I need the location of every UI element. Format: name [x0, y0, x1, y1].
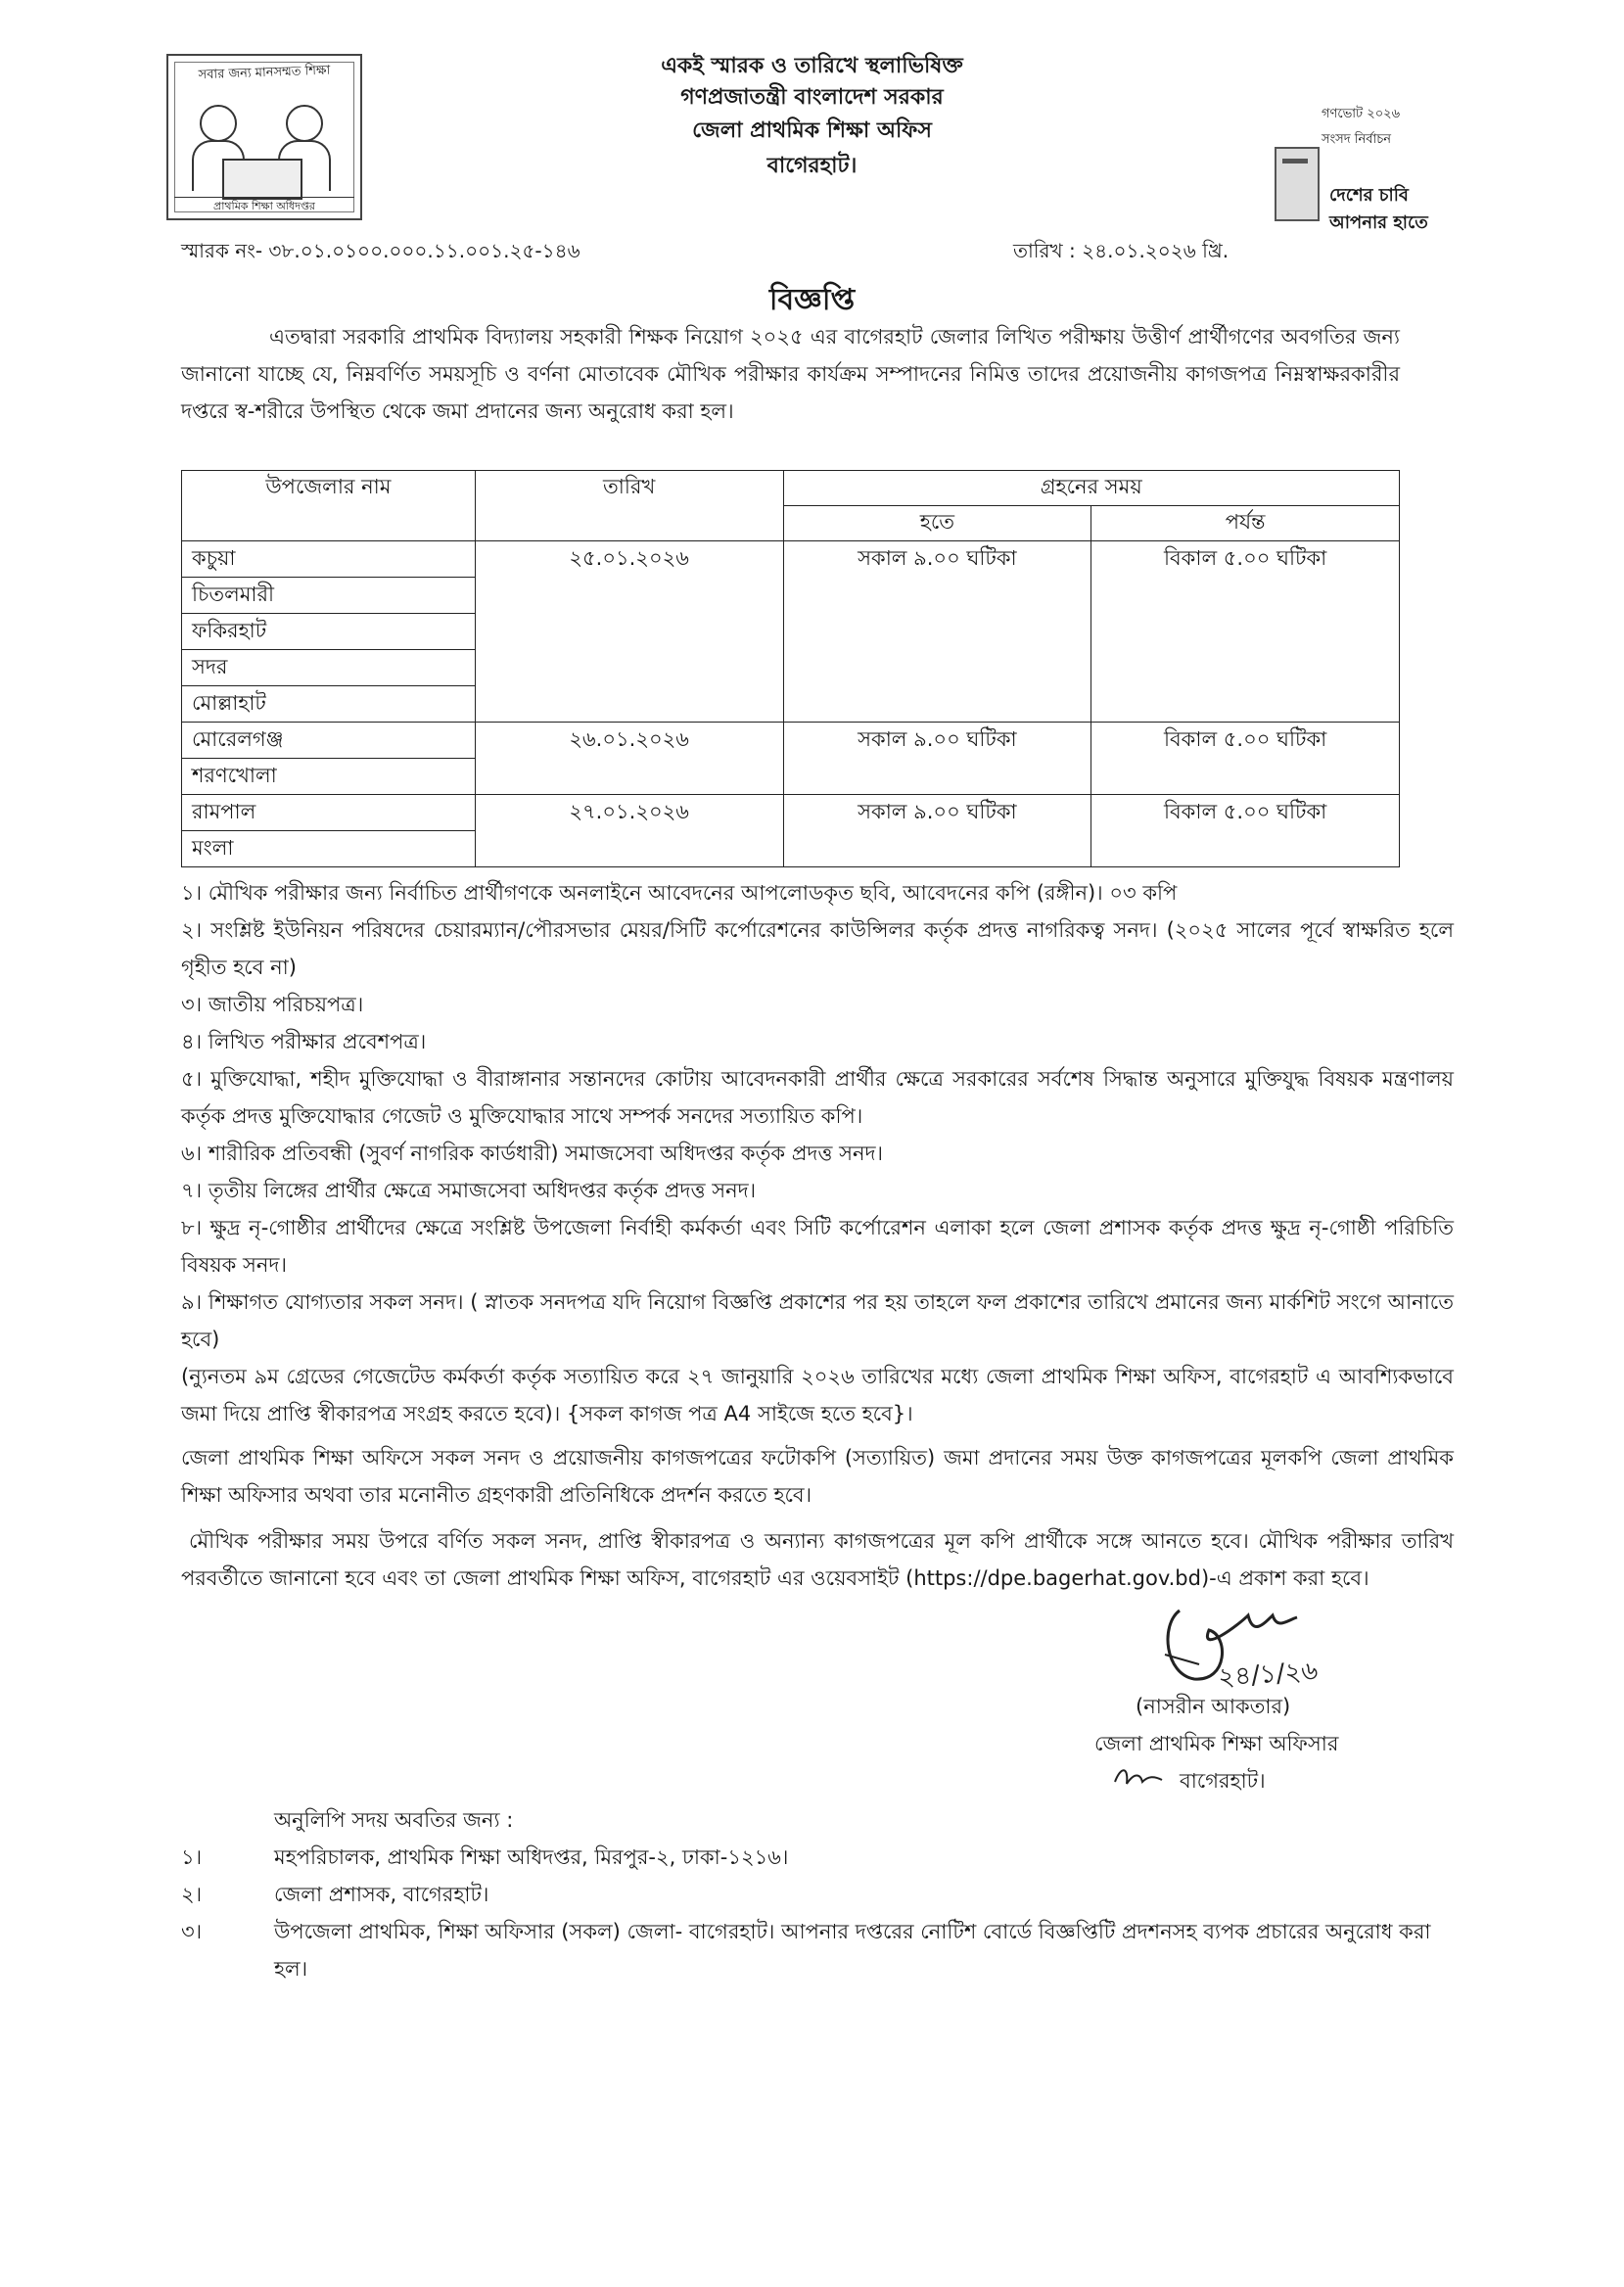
cc-item: ১। মহপরিচালক, প্রাথমিক শিক্ষা অধিদপ্তর, মিরপুর-২, ঢাকা-১২১৬। [181, 1845, 789, 1869]
requirements-list [181, 874, 1454, 1432]
header-from: হতে [783, 506, 1091, 541]
schedule-table [181, 470, 1400, 867]
logo-slogan: সবার জন্য মানসম্মত শিক্ষা [198, 63, 331, 83]
list-item: ৫। মুক্তিযোদ্ধা, শহীদ মুক্তিযোদ্ধা ও বীরাঙ্গানার সন্তানদের কোটায় আবেদনকারী প্রার্থীর ক্ষেত্রে সরকারের সর্বশেষ সিদ্ধান্ত অনুসারে মুক্তিযুদ্ধ বিষয়ক মন্ত্রণালয় কর্তৃক প্রদত্ত মুক্তিযোদ্ধার গেজেট ও মুক্তিযোদ্ধার সাথে সম্পর্ক সনদের সত্যায়িত কপি। [181, 1067, 1454, 1128]
cc-heading: অনুলিপি সদয় অবতির জন্য : [274, 1808, 514, 1832]
upazila-cell: রামপাল [182, 795, 476, 831]
list-item: ৮। ক্ষুদ্র নৃ-গোষ্ঠীর প্রার্থীদের ক্ষেত্রে সংশ্লিষ্ট উপজেলা নির্বাহী কর্মকর্তা এবং সিটি কর্পোরেশন এলাকা হলে জেলা প্রশাসক কর্তৃক প্রদত্ত ক্ষুদ্র নৃ-গোষ্ঠী পরিচিতি বিষয়ক সনদ। [181, 1216, 1454, 1277]
upazila-cell: চিতলমারী [182, 578, 476, 614]
date-cell: ২৭.০১.২০২৬ [475, 795, 783, 867]
date-cell: ২৫.০১.২০২৬ [475, 541, 783, 723]
upazila-cell: মোরেলগঞ্জ [182, 723, 476, 759]
page-title: বিজ্ঞপ্তি [768, 283, 856, 317]
upazila-cell: শরণখোলা [182, 759, 476, 795]
from-time-cell: সকাল ৯.০০ ঘটিকা [783, 795, 1091, 867]
document-paragraph: জেলা প্রাথমিক শিক্ষা অফিসে সকল সনদ ও প্রয়োজনীয় কাগজপত্রের ফটোকপি (সত্যায়িত) জমা প্রদানের সময় উক্ত কাগজপত্রের মূলকপি জেলা প্রাথমিক শিক্ষা অফিসার অথবা তার মনোনীত গ্রহণকারী প্রতিনিধিকে প্রদর্শন করতে হবে। [181, 1446, 1454, 1507]
to-time-cell: বিকাল ৫.০০ ঘটিকা [1091, 723, 1400, 795]
signatory-place: বাগেরহাট। [1180, 1769, 1266, 1793]
upazila-cell: সদর [182, 650, 476, 686]
signature-date: ২৪/১/২৬ [1217, 1656, 1320, 1693]
list-item: ৯। শিক্ষাগত যোগ্যতার সকল সনদ। ( স্নাতক সনদপত্র যদি নিয়োগ বিজ্ঞপ্তি প্রকাশের পর হয় তাহলে ফল প্রকাশের তারিখে প্রমানের জন্য মার্কশিট সংগে আনাতে হবে) [181, 1290, 1454, 1351]
election-logo: গণভোট ২০২৬ সংসদ নির্বাচন দেশের চাবি আপনার হাতে [1273, 93, 1439, 245]
upazila-cell: মোল্লাহাট [182, 686, 476, 723]
from-time-cell: সকাল ৯.০০ ঘটিকা [783, 541, 1091, 723]
memo-number: স্মারক নং- ৩৮.০১.০১০০.০০০.১১.০০১.২৫-১৪৬ [181, 239, 580, 262]
list-item: ৭। তৃতীয় লিঙ্গের প্রার্থীর ক্ষেত্রে সমাজসেবা অধিদপ্তর কর্তৃক প্রদত্ত সনদ। [181, 1179, 757, 1202]
logo-footer: প্রাথমিক শিক্ষা অধিদপ্তর [174, 197, 354, 216]
header-line-4: বাগেরহাট। [766, 154, 858, 178]
list-item: ৬। শারীরিক প্রতিবন্ধী (সুবর্ণ নাগরিক কার্ডধারী) সমাজসেবা অধিদপ্তর কর্তৃক প্রদত্ত সনদ। [181, 1142, 884, 1165]
list-item: ৩। জাতীয় পরিচয়পত্র। [181, 993, 364, 1016]
cc-list [181, 1839, 1454, 1987]
header-to: পর্যন্ত [1091, 506, 1400, 541]
header-date: তারিখ [475, 471, 783, 541]
list-item: ১। মৌখিক পরীক্ষার জন্য নির্বাচিত প্রার্থীগণকে অনলাইনে আবেদনের আপলোডকৃত ছবি, আবেদনের কপি (রঙ্গীন)। ০৩ কপি [181, 881, 1178, 905]
header-line-2: গণপ্রজাতন্ত্রী বাংলাদেশ সরকার [680, 85, 944, 110]
ballot-box-icon [1275, 147, 1320, 221]
document-paragraph: মৌখিক পরীক্ষার সময় উপরে বর্ণিত সকল সনদ, প্রাপ্তি স্বীকারপত্র ও অন্যান্য কাগজপত্রের মূল কপি প্রার্থীকে সঙ্গে আনতে হবে। মৌখিক পরীক্ষার তারিখ পরবর্তীতে জানানো হবে এবং তা জেলা প্রাথমিক শিক্ষা অফিস, বাগেরহাট এর ওয়েবসাইট (https://dpe.bagerhat.gov.bd)-এ প্রকাশ করা হবে। [181, 1529, 1454, 1590]
header-line-3: জেলা প্রাথমিক শিক্ষা অফিস [692, 118, 932, 143]
cc-item: ২। জেলা প্রশাসক, বাগেরহাট। [181, 1883, 489, 1906]
list-item: ২। সংশ্লিষ্ট ইউনিয়ন পরিষদের চেয়ারম্যান/পৌরসভার মেয়র/সিটি কর্পোরেশনের কাউন্সিলর কর্তৃক প্রদত্ত নাগরিকত্ব সনদ। (২০২৫ সালের পূর্বে স্বাক্ষরিত হলে গৃহীত হবে না) [181, 918, 1454, 979]
to-time-cell: বিকাল ৫.০০ ঘটিকা [1091, 541, 1400, 723]
header-line-1: একই স্মারক ও তারিখে স্থলাভিষিক্ত [661, 54, 963, 78]
intro-paragraph: এতদ্বারা সরকারি প্রাথমিক বিদ্যালয় সহকারী শিক্ষক নিয়োগ ২০২৫ এর বাগেরহাট জেলার লিখিত পরীক্ষায় উত্তীর্ণ প্রার্থীগণের অবগতির জন্য জানানো যাচ্ছে যে, নিম্নবর্ণিত সময়সূচি ও বর্ণনা মোতাবেক মৌখিক পরীক্ষার কার্যক্রম সম্পাদনের নিমিত্ত তাদের প্রয়োজনীয় কাগজপত্র নিম্নস্বাক্ষরকারীর দপ্তরে স্ব-শরীরে উপস্থিত থেকে জমা প্রদানের জন্য অনুরোধ করা হল। [181, 325, 1400, 423]
header-upazila: উপজেলার নাম [182, 471, 476, 541]
date-cell: ২৬.০১.২০২৬ [475, 723, 783, 795]
signatory-name: (নাসরীন আকতার) [1136, 1695, 1291, 1718]
upazila-cell: ফকিরহাট [182, 614, 476, 650]
from-time-cell: সকাল ৯.০০ ঘটিকা [783, 723, 1091, 795]
note-paragraph: (ন্যুনতম ৯ম গ্রেডের গেজেটেড কর্মকর্তা কর্তৃক সত্যায়িত করে ২৭ জানুয়ারি ২০২৬ তারিখের মধ্যে জেলা প্রাথমিক শিক্ষা অফিস, বাগেরহাট এ আবশ্যিকভাবে জমা দিয়ে প্রাপ্তি স্বীকারপত্র সংগ্রহ করতে হবে)। {সকল কাগজ পত্র A4 সাইজে হতে হবে}। [181, 1365, 1454, 1425]
upazila-cell: কচুয়া [182, 541, 476, 578]
header-time: গ্রহনের সময় [783, 471, 1399, 506]
initial-signature-icon [1111, 1762, 1165, 1792]
upazila-cell: মংলা [182, 831, 476, 867]
cc-item: ৩। উপজেলা প্রাথমিক, শিক্ষা অফিসার (সকল) জেলা- বাগেরহাট। আপনার দপ্তরের নোটিশ বোর্ডে বিজ্ঞপ্তিটি প্রদশনসহ ব্যপক প্রচারের অনুরোধ করা হল। [181, 1920, 1431, 1981]
to-time-cell: বিকাল ৫.০০ ঘটিকা [1091, 795, 1400, 867]
list-item: ৪। লিখিত পরীক্ষার প্রবেশপত্র। [181, 1030, 427, 1053]
memo-date: তারিখ : ২৪.০১.২০২৬ খ্রি. [1013, 239, 1230, 262]
signatory-designation: জেলা প্রাথমিক শিক্ষা অফিসার [1094, 1732, 1339, 1755]
